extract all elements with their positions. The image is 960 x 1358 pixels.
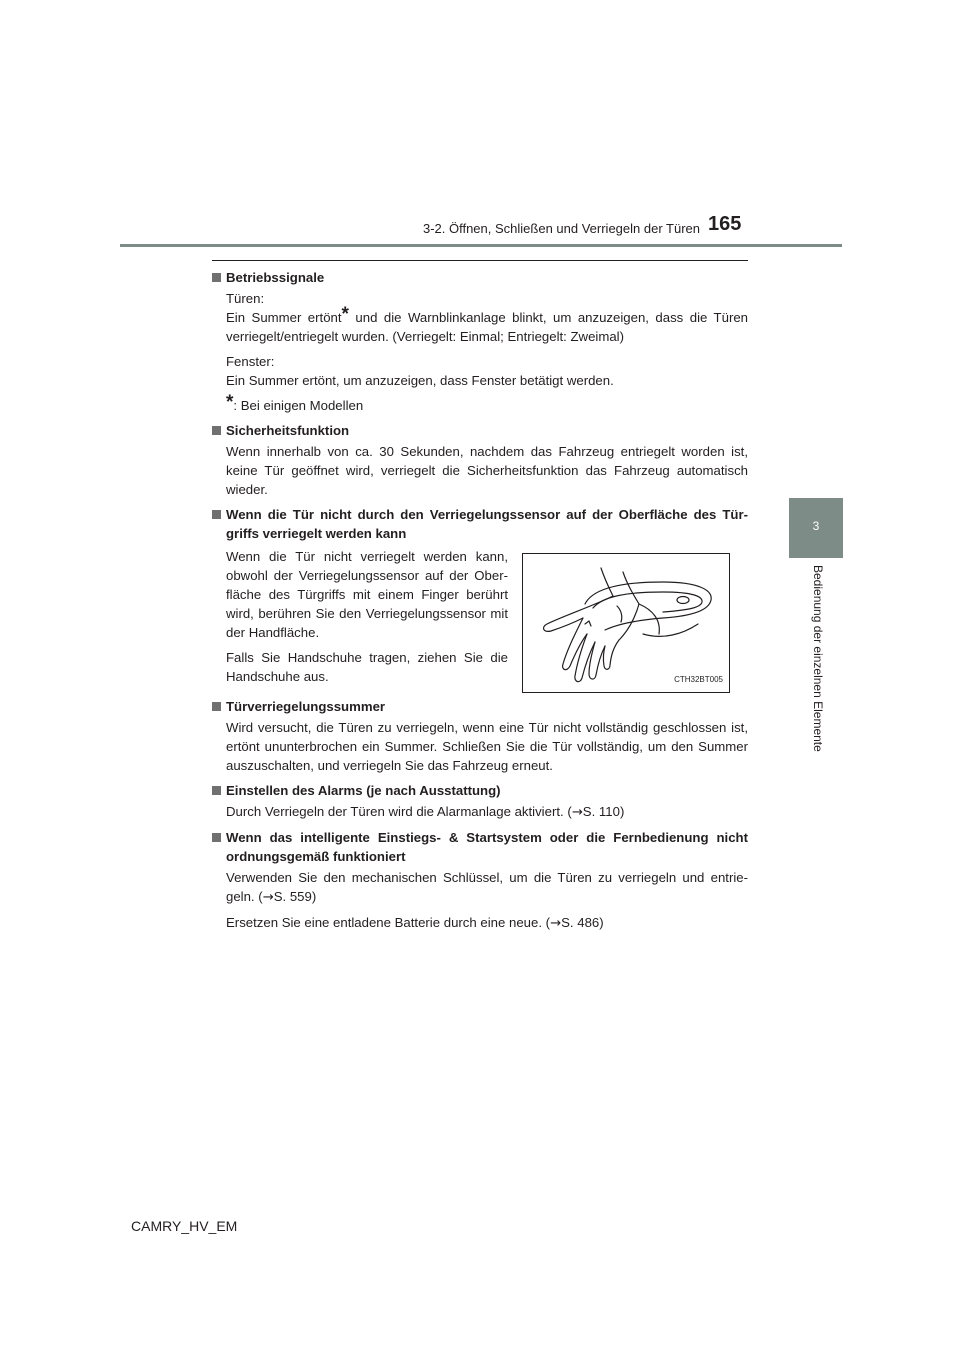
footnote-text: : Bei einigen Modellen: [233, 398, 364, 413]
doors-text: Ein Summer ertönt: [226, 310, 342, 325]
footer-model-code: CAMRY_HV_EM: [131, 1218, 238, 1234]
paragraph: [226, 802, 748, 822]
section-heading: [212, 697, 748, 716]
square-bullet-icon: [212, 833, 221, 842]
section-alarm: [212, 781, 748, 822]
chapter-label: Bedienung der einzelnen Elemente: [811, 565, 825, 752]
heading-text: Wenn das intelligente Einstiegs- & Startsystem oder die Fernbedienung nicht ordnungsgemäß funktioniert: [226, 830, 748, 864]
arrow-right-icon: →: [571, 805, 583, 820]
page-reference[interactable]: S. 486): [561, 915, 604, 930]
header-title: 3-2. Öffnen, Schließen und Verriegeln der Türen: [422, 221, 700, 236]
section-smart-entry: [212, 828, 748, 933]
doors-text-continued: und die Warnblinkanlage blinkt, um anzuzeigen, dass die Türen verriegelt/entriegelt wurden. (Verriegelt: Einmal; Entriegelt: Zweimal): [226, 310, 749, 344]
content-top-rule: [212, 260, 748, 261]
text: Durch Verriegeln der Türen wird die Alarmanlage aktiviert. (: [226, 804, 572, 819]
paragraph-windows: [226, 352, 748, 390]
square-bullet-icon: [212, 273, 221, 282]
figure-side-text: [226, 547, 508, 692]
hand-on-door-handle-figure: [522, 553, 730, 693]
arrow-right-icon: →: [550, 916, 562, 931]
page-reference[interactable]: S. 110): [582, 804, 625, 819]
text: Ersetzen Sie eine entladene Batterie durch eine neue. (: [226, 915, 551, 930]
paragraph-doors: [226, 289, 748, 346]
square-bullet-icon: [212, 510, 221, 519]
paragraph: Wenn die Tür nicht verriegelt werden kann, obwohl der Verriegelungssensor auf der Ober-fläche des Türgriffs mit einem Finger berührt wird, berühren Sie den Verriegelungssensor mit der Handfläche.: [226, 549, 508, 640]
section-heading: [212, 421, 748, 440]
figure-code: CTH32BT005: [674, 675, 723, 684]
section-sicherheitsfunktion: [212, 421, 748, 499]
window-label: Fenster:: [226, 354, 275, 369]
heading-text: Einstellen des Alarms (je nach Ausstattung): [226, 783, 501, 798]
heading-text: Türverriegelungssummer: [226, 699, 386, 714]
heading-text: Wenn die Tür nicht durch den Verriegelungssensor auf der Oberfläche des Tür-griffs verriegelt werden kann: [226, 507, 748, 541]
section-tuerverriegelungssummer: [212, 697, 748, 775]
text-with-figure: [226, 547, 748, 693]
paragraph: Wenn innerhalb von ca. 30 Sekunden, nachdem das Fahrzeug entriegelt worden ist, keine Tür geöffnet wird, verriegelt die Sicherheitsfunktion das Fahrzeug automatisch wieder.: [226, 444, 748, 497]
page-reference[interactable]: S. 559): [273, 889, 317, 904]
paragraph: [226, 913, 748, 933]
section-heading: [212, 505, 748, 543]
paragraph: Falls Sie Handschuhe tragen, ziehen Sie die Handschuhe aus.: [226, 650, 508, 684]
section-betriebssignale: [212, 268, 748, 415]
square-bullet-icon: [212, 426, 221, 435]
arrow-right-icon: →: [262, 890, 274, 905]
section-heading: [212, 781, 748, 800]
square-bullet-icon: [212, 786, 221, 795]
header-rule: [120, 244, 842, 247]
section-heading: [212, 268, 748, 287]
footnote-star-icon: *: [341, 304, 349, 325]
window-text: Ein Summer ertönt, um anzuzeigen, dass Fenster betätigt werden.: [226, 373, 614, 388]
doors-label: Türen:: [226, 291, 265, 306]
paragraph: Wird versucht, die Türen zu verriegeln, wenn eine Tür nicht vollständig geschlossen ist, ertönt ununterbrochen ein Summer. Schließen Sie die Tür vollständig, um den Summer auszuschalten, und verriegeln Sie das Fahrzeug erneut.: [226, 720, 748, 773]
square-bullet-icon: [212, 702, 221, 711]
heading-text: Sicherheitsfunktion: [226, 423, 350, 438]
footnote-star-icon: *: [226, 392, 234, 413]
section-heading: [212, 828, 748, 866]
content: [212, 268, 748, 939]
chapter-tab: 3: [789, 498, 843, 558]
text: Verwenden Sie den mechanischen Schlüssel, um die Türen zu verriegeln und entrie-geln. (: [226, 870, 748, 904]
heading-text: Betriebssignale: [226, 270, 325, 285]
paragraph: [226, 868, 748, 907]
section-verriegelungssensor: [212, 505, 748, 693]
page-number: 165: [708, 213, 742, 235]
footnote: [226, 392, 748, 415]
